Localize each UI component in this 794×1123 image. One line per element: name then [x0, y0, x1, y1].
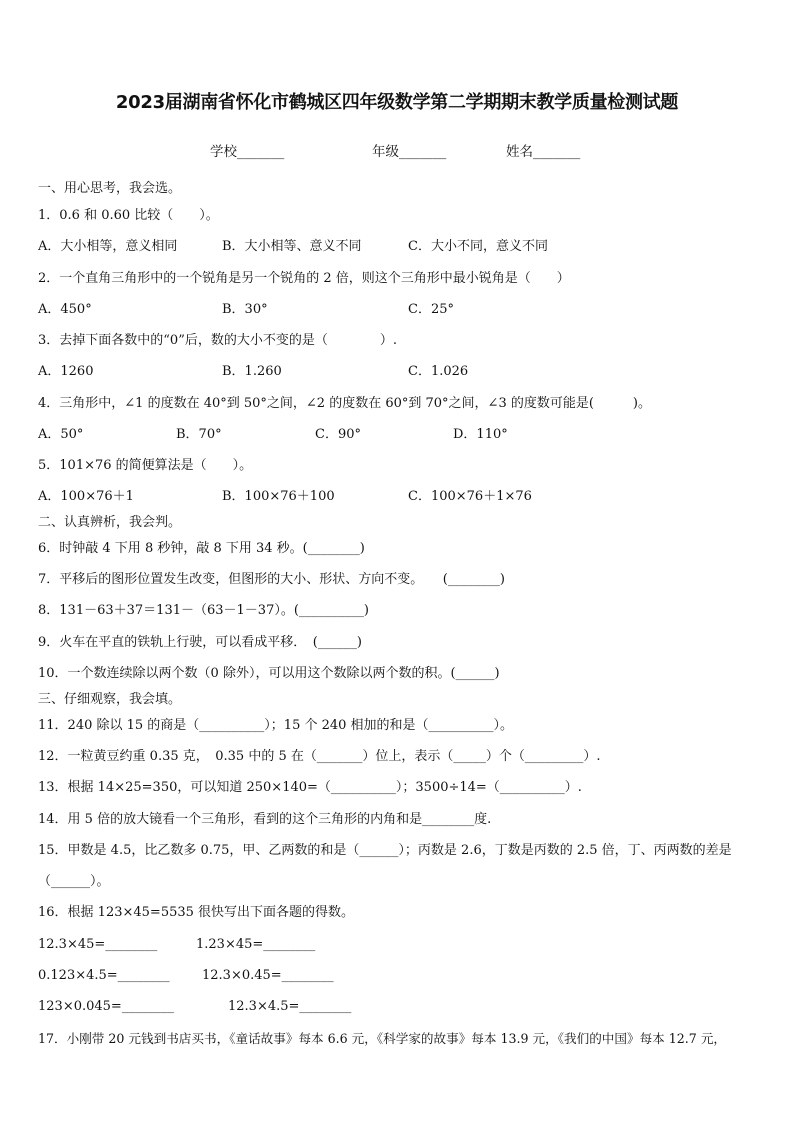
- q4-option-c: C．90°: [315, 427, 361, 442]
- q1-option-b: B．大小相等、意义不同: [222, 239, 362, 254]
- question-9: 9．火车在平直的铁轨上行驶，可以看成平移． (______): [38, 635, 362, 650]
- q5-option-c: C．100×76＋1×76: [408, 489, 532, 504]
- question-16: 16．根据 123×45=5535 很快写出下面各题的得数。: [38, 905, 355, 920]
- question-2: 2．一个直角三角形中的一个锐角是另一个锐角的 2 倍，则这个三角形中最小锐角是（ ）: [38, 271, 570, 286]
- q5-option-b: B．100×76＋100: [222, 489, 335, 504]
- question-15-line1: 15．甲数是 4.5，比乙数多 0.75，甲、乙两数的和是（______）；丙数是 2.6，丁数是丙数的 2.5 倍，丁、丙两数的差是: [38, 843, 732, 858]
- q16-item-2: 1.23×45=________: [196, 937, 316, 952]
- question-7: 7．平移后的图形位置发生改变，但图形的大小、形状、方向不变。 (________): [38, 572, 505, 587]
- q2-option-b: B．30°: [222, 302, 268, 317]
- q4-option-d: D．110°: [453, 427, 508, 442]
- question-8: 8．131－63＋37＝131－（63－1－37）。(__________): [38, 603, 369, 618]
- q16-item-6: 12.3×4.5=________: [228, 999, 352, 1014]
- question-11: 11．240 除以 15 的商是（__________）；15 个 240 相加的和是（__________）。: [38, 718, 514, 733]
- q5-option-a: A．100×76＋1: [38, 489, 134, 504]
- q16-item-1: 12.3×45=________: [38, 937, 158, 952]
- section-heading-judge: 二、认真辨析，我会判。: [38, 515, 182, 530]
- question-13: 13．根据 14×25=350，可以知道 250×140=（__________）；3500÷14=（__________）.: [38, 780, 582, 795]
- q3-option-c: C．1.026: [408, 364, 469, 379]
- q1-option-c: C．大小不同，意义不同: [408, 239, 548, 254]
- q3-option-a: A．1260: [38, 364, 94, 379]
- q2-option-c: C．25°: [408, 302, 454, 317]
- grade-field: 年级_______: [372, 144, 447, 160]
- section-heading-fill: 三、仔细观察，我会填。: [38, 692, 182, 707]
- q2-option-a: A．450°: [38, 302, 92, 317]
- q4-option-b: B．70°: [176, 427, 222, 442]
- question-1: 1．0.6 和 0.60 比较（ ）。: [38, 208, 219, 223]
- question-5: 5．101×76 的简便算法是（ ）。: [38, 458, 253, 473]
- question-14: 14．用 5 倍的放大镜看一个三角形，看到的这个三角形的内角和是________度.: [38, 812, 492, 827]
- question-3: 3．去掉下面各数中的“0”后，数的大小不变的是（ ）.: [38, 333, 397, 348]
- question-10: 10．一个数连续除以两个数（0 除外），可以用这个数除以两个数的积。(______): [38, 666, 500, 681]
- name-field: 姓名_______: [506, 144, 581, 160]
- q4-option-a: A．50°: [38, 427, 84, 442]
- section-heading-choice: 一、用心思考，我会选。: [38, 181, 182, 196]
- question-4: 4．三角形中，∠1 的度数在 40°到 50°之间，∠2 的度数在 60°到 70°之间，∠3 的度数可能是( )。: [38, 396, 652, 411]
- q16-item-3: 0.123×4.5=________: [38, 968, 170, 983]
- question-15-line2: （______）。: [38, 874, 110, 889]
- question-12: 12．一粒黄豆约重 0.35 克， 0.35 中的 5 在（_______）位上，表示（_____）个（_________）.: [38, 749, 601, 764]
- question-6: 6．时钟敲 4 下用 8 秒钟，敲 8 下用 34 秒。(________): [38, 541, 365, 556]
- q3-option-b: B．1.260: [222, 364, 282, 379]
- question-17: 17．小刚带 20 元钱到书店买书，《童话故事》每本 6.6 元，《科学家的故事》每本 13.9 元，《我们的中国》每本 12.7 元，: [38, 1031, 727, 1046]
- q16-item-4: 12.3×0.45=________: [202, 968, 334, 983]
- school-field: 学校_______: [210, 144, 285, 160]
- q1-option-a: A．大小相等，意义相同: [38, 239, 178, 254]
- q16-item-5: 123×0.045=________: [38, 999, 174, 1014]
- page-title: 2023届湖南省怀化市鹤城区四年级数学第二学期期末教学质量检测试题: [115, 92, 679, 113]
